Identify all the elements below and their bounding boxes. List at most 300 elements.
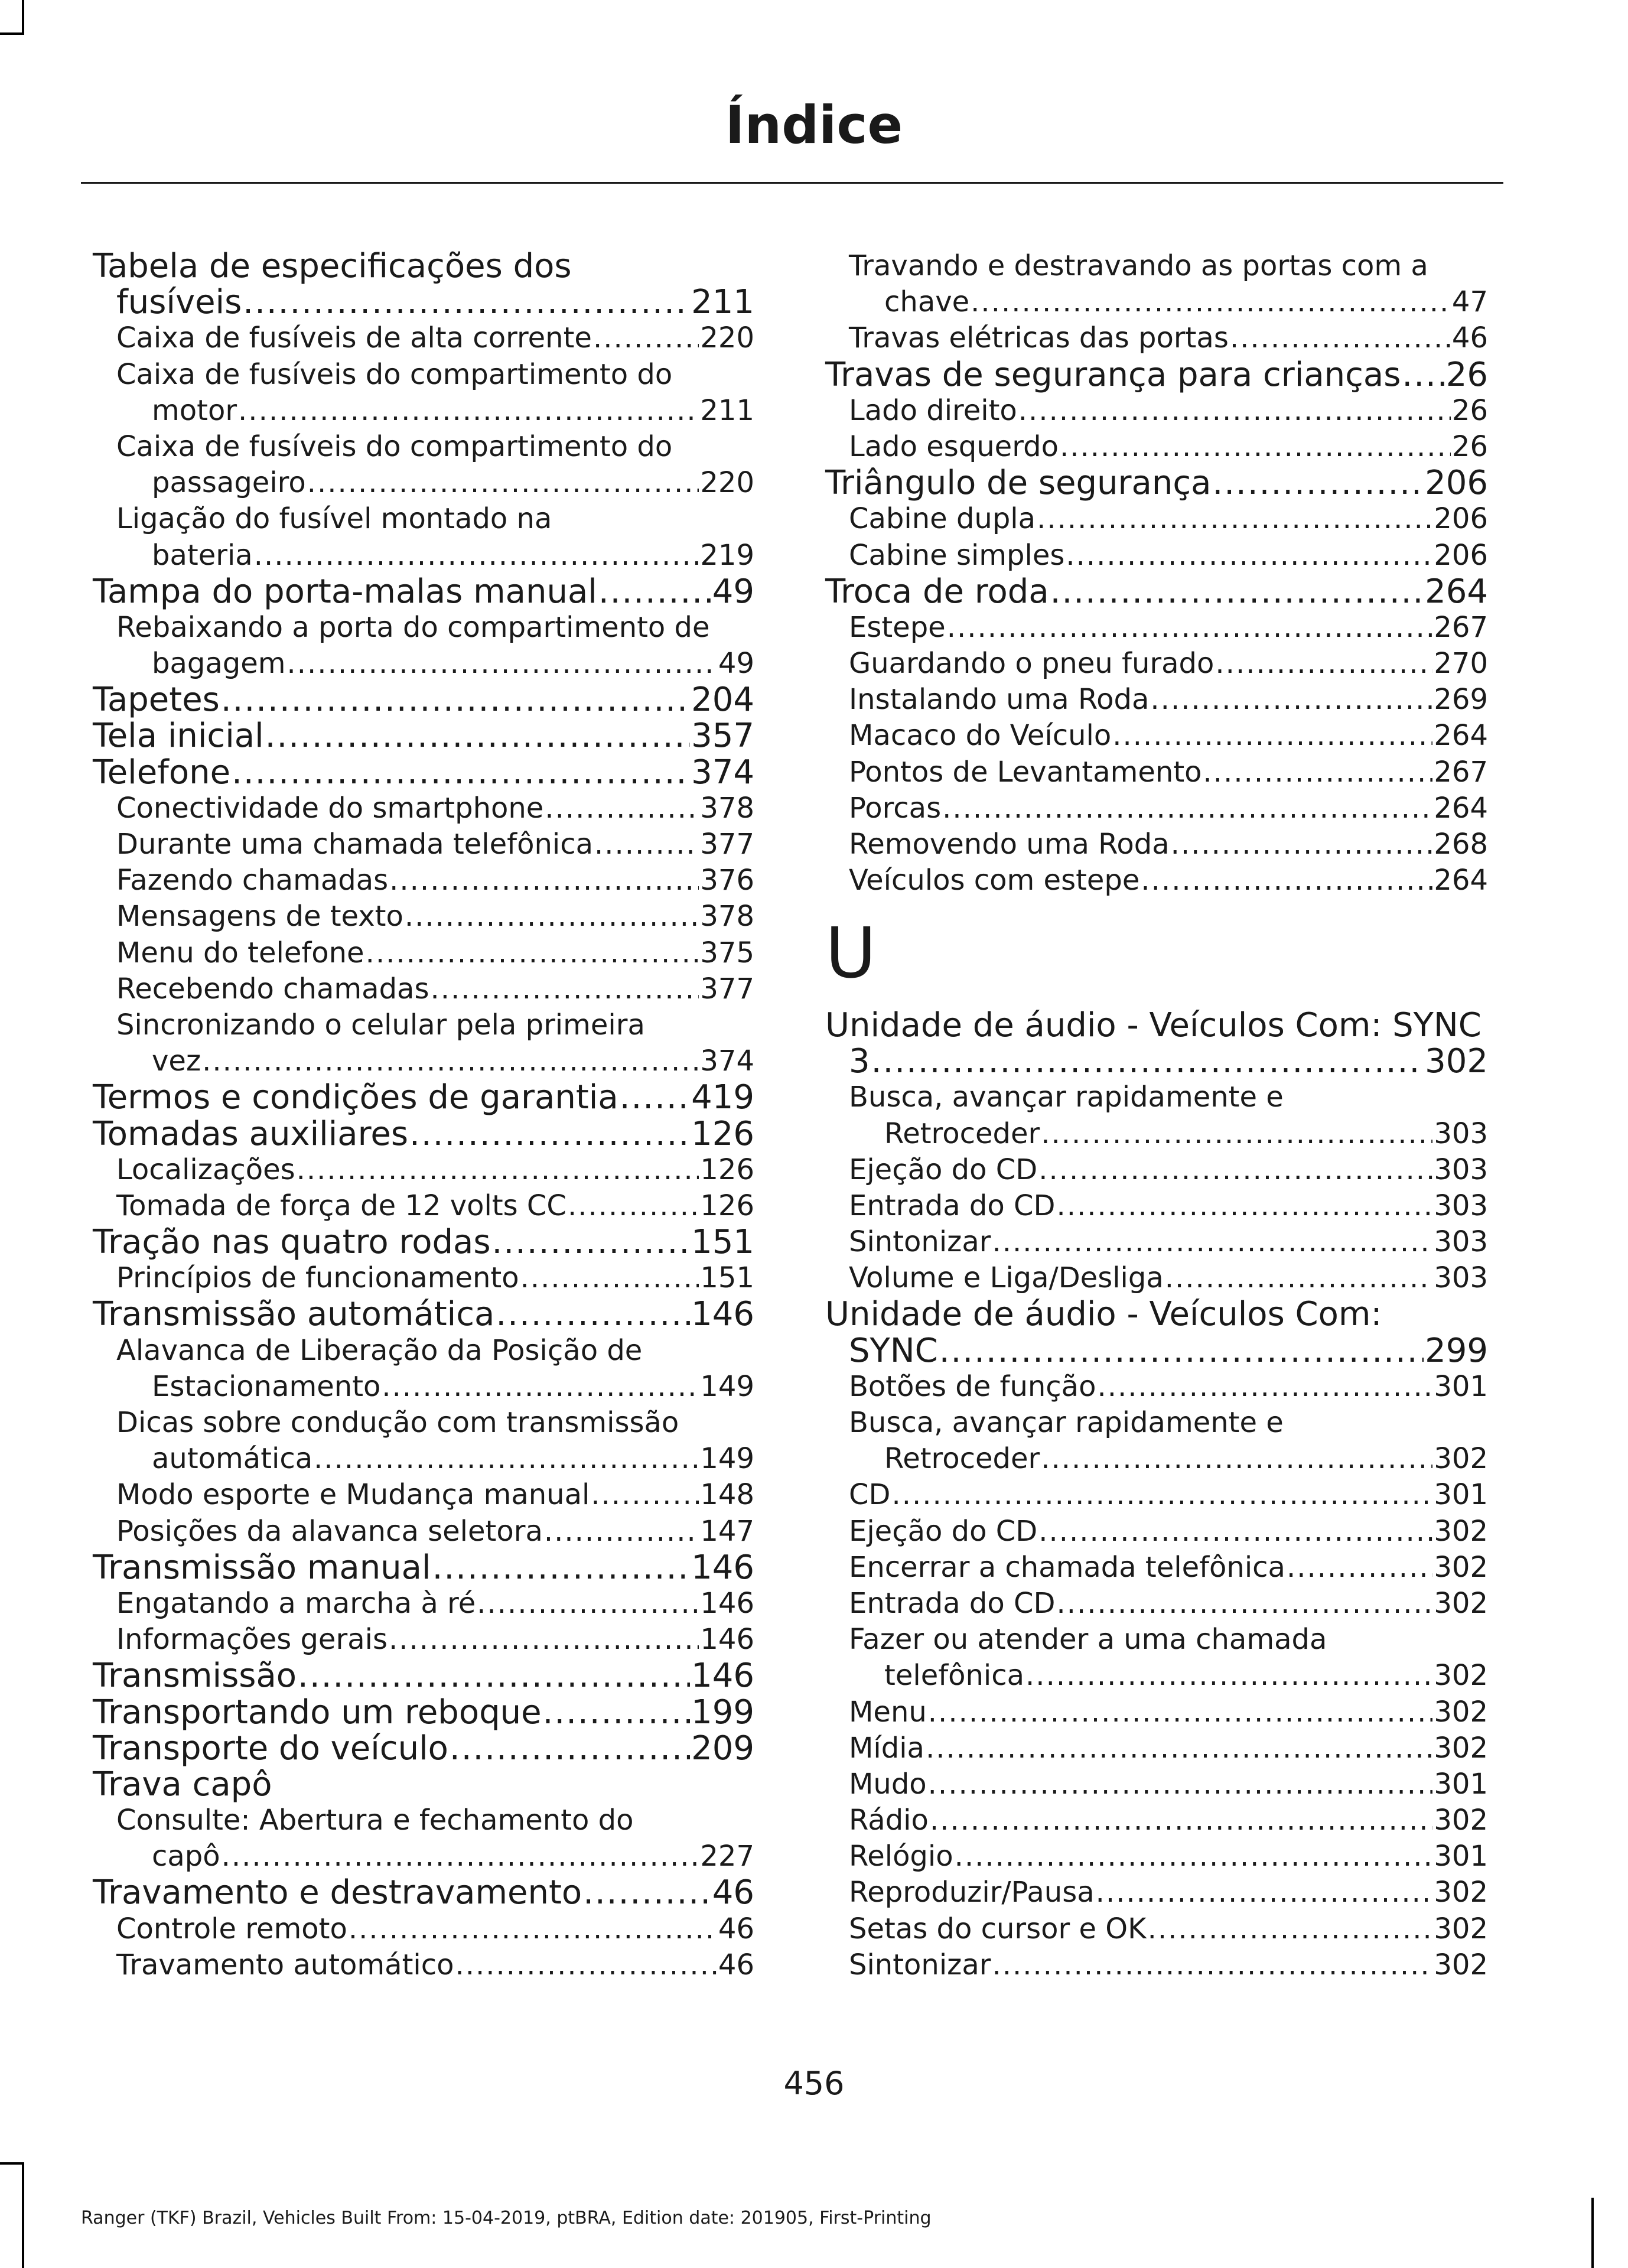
entry-page-number: 301 [1434, 1369, 1488, 1403]
index-entry [93, 1550, 754, 1586]
entry-page-number: 46 [718, 1912, 754, 1945]
index-subentry [825, 501, 1488, 537]
index-subentry [825, 320, 1488, 356]
index-subentry [93, 1405, 754, 1441]
index-subentry [825, 1694, 1488, 1730]
entry-page-number: 302 [1434, 1695, 1488, 1729]
dot-leader [405, 899, 699, 935]
entry-page-number: 148 [700, 1478, 754, 1512]
index-entry [825, 574, 1488, 610]
index-subentry [825, 1188, 1488, 1224]
entry-page-number: 151 [700, 1261, 754, 1295]
entry-page-number: 206 [1434, 538, 1488, 572]
entry-label: Travando e destravando as portas com a [849, 249, 1428, 282]
entry-page-number: 26 [1451, 429, 1488, 463]
index-entry [825, 1333, 1488, 1369]
entry-page-number: 302 [1434, 1912, 1488, 1945]
index-entry [93, 284, 754, 320]
entry-label: Sintonizar [849, 1948, 991, 1981]
crop-mark [0, 32, 24, 35]
entry-page-number: 302 [1434, 1731, 1488, 1765]
dot-leader [598, 574, 711, 610]
index-column-left [93, 248, 754, 1983]
entry-label: vez [152, 1044, 201, 1078]
index-subentry [825, 1766, 1488, 1802]
index-subentry [93, 1152, 754, 1188]
entry-label: Ejeção do CD [849, 1514, 1038, 1548]
index-subentry [93, 1477, 754, 1513]
index-subentry [825, 610, 1488, 646]
entry-page-number: 378 [700, 900, 754, 933]
index-subentry [825, 863, 1488, 899]
index-subentry [825, 1911, 1488, 1947]
index-entry [93, 1730, 754, 1766]
dot-leader [939, 1333, 1424, 1369]
entry-label: Travamento e destravamento [93, 1873, 582, 1912]
entry-label: Tela inicial [93, 717, 264, 756]
entry-label: Setas do cursor e OK [849, 1912, 1147, 1945]
dot-leader [1041, 1116, 1432, 1152]
dot-leader [450, 1730, 690, 1766]
entry-page-number: 146 [691, 1548, 754, 1587]
entry-label: Lado esquerdo [849, 429, 1059, 463]
index-entry [93, 718, 754, 754]
index-subentry [825, 1224, 1488, 1260]
dot-leader [382, 1369, 699, 1405]
entry-label: Transmissão manual [93, 1548, 431, 1587]
index-subentry [93, 1839, 754, 1875]
entry-label: Controle remoto [116, 1912, 347, 1945]
entry-label: Tapetes [93, 681, 220, 720]
dot-leader [409, 1116, 690, 1152]
entry-label: Tomada de força de 12 volts CC [116, 1189, 566, 1222]
index-entry [93, 1224, 754, 1260]
dot-leader [307, 465, 699, 501]
entry-label: CD [849, 1478, 891, 1512]
entry-label: Removendo uma Roda [849, 828, 1170, 861]
entry-page-number: 357 [691, 717, 754, 756]
entry-label: Caixa de fusíveis do compartimento do [116, 357, 673, 391]
dot-leader [1038, 1152, 1432, 1188]
entry-label: SYNC [849, 1331, 938, 1370]
crop-mark [22, 0, 24, 32]
entry-label: Menu do telefone [116, 936, 364, 969]
entry-label: Durante uma chamada telefônica [116, 828, 593, 861]
index-subentry [93, 935, 754, 971]
dot-leader [891, 1477, 1432, 1513]
dot-leader [930, 1802, 1432, 1839]
index-subentry [825, 1116, 1488, 1152]
index-subentry [825, 790, 1488, 826]
entry-page-number: 301 [1434, 1767, 1488, 1801]
index-subentry [93, 899, 754, 935]
entry-page-number: 303 [1434, 1225, 1488, 1259]
entry-label: 3 [849, 1042, 870, 1081]
entry-page-number: 219 [700, 538, 754, 572]
dot-leader [1018, 393, 1451, 429]
dot-leader [349, 1911, 717, 1947]
index-subentry [93, 1514, 754, 1550]
index-subentry [825, 1514, 1488, 1550]
entry-page-number: 264 [1434, 864, 1488, 897]
entry-label: Porcas [849, 791, 942, 825]
entry-label: Localizações [116, 1153, 295, 1186]
entry-label: Entrada do CD [849, 1586, 1056, 1620]
entry-label: bagagem [152, 647, 286, 681]
entry-page-number: 147 [700, 1514, 754, 1548]
index-subentry [825, 1622, 1488, 1658]
dot-leader [1212, 465, 1424, 501]
entry-page-number: 149 [700, 1442, 754, 1476]
entry-page-number: 302 [1434, 1514, 1488, 1548]
entry-label: motor [152, 393, 237, 427]
dot-leader [926, 1730, 1432, 1766]
entry-page-number: 47 [1451, 285, 1488, 319]
dot-leader [955, 1839, 1433, 1875]
entry-page-number: 299 [1425, 1331, 1488, 1370]
entry-page-number: 46 [1451, 321, 1488, 355]
index-subentry [93, 1911, 754, 1947]
entry-page-number: 302 [1425, 1042, 1488, 1081]
entry-label: Recebendo chamadas [116, 972, 429, 1006]
entry-label: Tração nas quatro rodas [93, 1223, 491, 1262]
index-entry [93, 1658, 754, 1694]
entry-label: Mensagens de texto [116, 900, 403, 933]
dot-leader [221, 682, 690, 718]
entry-label: Retroceder [884, 1117, 1040, 1150]
entry-label: Termos e condições de garantia [93, 1078, 618, 1117]
entry-page-number: 378 [700, 791, 754, 825]
entry-page-number: 268 [1434, 828, 1488, 861]
entry-label: Unidade de áudio - Veículos Com: [825, 1295, 1382, 1334]
dot-leader [265, 718, 690, 754]
index-subentry [93, 1260, 754, 1296]
page-number: 456 [783, 2065, 845, 2102]
entry-page-number: 26 [1445, 355, 1488, 394]
index-subentry [93, 1333, 754, 1369]
entry-page-number: 419 [691, 1078, 754, 1117]
entry-page-number: 302 [1434, 1948, 1488, 1981]
entry-label: Informações gerais [116, 1623, 388, 1657]
entry-page-number: 220 [700, 321, 754, 355]
dot-leader [389, 863, 699, 899]
index-subentry [93, 501, 754, 537]
index-entry [825, 1043, 1488, 1079]
index-subentry [825, 1839, 1488, 1875]
page-title: Índice [725, 95, 903, 155]
entry-label: Alavanca de Liberação da Posição de [116, 1333, 643, 1367]
entry-label: Reproduzir/Pausa [849, 1876, 1095, 1909]
entry-page-number: 302 [1434, 1586, 1488, 1620]
index-subentry [825, 538, 1488, 574]
index-entry [93, 1296, 754, 1332]
index-subentry [825, 646, 1488, 682]
index-entry [93, 574, 754, 610]
index-entry [93, 248, 754, 284]
dot-leader [389, 1622, 699, 1658]
entry-label: Rebaixando a porta do compartimento de [116, 610, 710, 644]
entry-label: Pontos de Levantamento [849, 755, 1202, 789]
entry-page-number: 267 [1434, 610, 1488, 644]
entry-label: Troca de roda [825, 572, 1049, 611]
entry-label: Transportando um reboque [93, 1693, 542, 1732]
entry-label: bateria [152, 538, 253, 572]
entry-page-number: 204 [691, 681, 754, 720]
entry-page-number: 303 [1434, 1261, 1488, 1295]
entry-label: Entrada do CD [849, 1189, 1056, 1222]
entry-page-number: 301 [1434, 1840, 1488, 1873]
entry-label: Consulte: Abertura e fechamento do [116, 1804, 634, 1837]
entry-label: Instalando uma Roda [849, 683, 1150, 717]
entry-label: Triângulo de segurança [825, 464, 1212, 503]
entry-page-number: 377 [700, 972, 754, 1006]
entry-page-number: 264 [1434, 719, 1488, 753]
entry-label: fusíveis [116, 283, 242, 322]
entry-label: Relógio [849, 1840, 953, 1873]
dot-leader [947, 610, 1433, 646]
dot-leader [1141, 863, 1432, 899]
dot-leader [928, 1766, 1433, 1802]
index-subentry [825, 682, 1488, 718]
entry-page-number: 126 [700, 1189, 754, 1222]
index-subentry [93, 790, 754, 826]
dot-leader [1287, 1550, 1432, 1586]
entry-page-number: 211 [700, 393, 754, 427]
index-subentry [93, 538, 754, 574]
dot-leader [243, 284, 690, 320]
dot-leader [1165, 1260, 1433, 1296]
index-subentry [825, 1477, 1488, 1513]
index-subentry [825, 754, 1488, 790]
crop-mark [0, 2162, 24, 2165]
entry-label: Estepe [849, 610, 946, 644]
dot-leader [1171, 826, 1433, 863]
entry-page-number: 146 [700, 1623, 754, 1657]
dot-leader [1215, 646, 1432, 682]
entry-label: Caixa de fusíveis de alta corrente [116, 321, 592, 355]
entry-label: Tomadas auxiliares [93, 1114, 409, 1153]
dot-leader [238, 393, 699, 429]
entry-page-number: 375 [700, 936, 754, 969]
dot-leader [992, 1947, 1433, 1983]
dot-leader [232, 754, 690, 790]
entry-page-number: 149 [700, 1369, 754, 1403]
dot-leader [477, 1586, 699, 1622]
index-subentry [93, 863, 754, 899]
dot-leader [568, 1188, 699, 1224]
index-subentry [825, 1802, 1488, 1839]
dot-leader [1050, 574, 1424, 610]
index-subentry [93, 1622, 754, 1658]
entry-label: Ligação do fusível montado na [116, 502, 552, 536]
index-subentry [93, 1441, 754, 1477]
entry-label: Transmissão [93, 1657, 297, 1696]
index-subentry [825, 718, 1488, 754]
dot-leader [430, 971, 699, 1007]
entry-label: Caixa de fusíveis do compartimento do [116, 429, 673, 463]
index-subentry [93, 971, 754, 1007]
entry-label: Botões de função [849, 1369, 1096, 1403]
index-entry [93, 1116, 754, 1152]
index-entry [93, 682, 754, 718]
index-subentry [93, 826, 754, 863]
entry-label: telefônica [884, 1659, 1025, 1693]
entry-label: Macaco do Veículo [849, 719, 1112, 753]
entry-label: Encerrar a chamada telefônica [849, 1550, 1285, 1584]
entry-label: Conectividade do smartphone [116, 791, 544, 825]
dot-leader [455, 1947, 717, 1983]
index-subentry [825, 393, 1488, 429]
index-entry [825, 465, 1488, 501]
crop-mark [1591, 2198, 1594, 2268]
footer-text: Ranger (TKF) Brazil, Vehicles Built From: 15-04-2019, ptBRA, Edition date: 201905, First-Printing [81, 2208, 932, 2228]
entry-label: Transporte do veículo [93, 1729, 448, 1768]
entry-page-number: 302 [1434, 1659, 1488, 1693]
dot-leader [297, 1152, 699, 1188]
entry-label: Menu [849, 1695, 927, 1729]
entry-page-number: 303 [1434, 1189, 1488, 1222]
entry-page-number: 126 [700, 1153, 754, 1186]
dot-leader [591, 1477, 699, 1513]
entry-label: Travas de segurança para crianças [825, 355, 1401, 394]
dot-leader [1056, 1188, 1432, 1224]
index-entry [93, 1079, 754, 1115]
crop-mark [22, 2162, 24, 2268]
entry-page-number: 146 [691, 1657, 754, 1696]
index-subentry [825, 284, 1488, 320]
index-entry [825, 1296, 1488, 1332]
index-subentry [825, 1079, 1488, 1115]
index-subentry [825, 1586, 1488, 1622]
dot-leader [1060, 429, 1451, 465]
dot-leader [298, 1658, 690, 1694]
entry-page-number: 303 [1434, 1117, 1488, 1150]
entry-label: Sintonizar [849, 1225, 991, 1259]
dot-leader [314, 1441, 699, 1477]
index-subentry [825, 1875, 1488, 1911]
dot-leader [520, 1260, 699, 1296]
dot-leader [594, 826, 699, 863]
index-subentry [93, 1188, 754, 1224]
index-subentry [93, 1947, 754, 1983]
entry-label: Cabine simples [849, 538, 1065, 572]
entry-label: Estacionamento [152, 1369, 381, 1403]
entry-page-number: 206 [1434, 502, 1488, 536]
dot-leader [492, 1224, 691, 1260]
index-subentry [825, 1152, 1488, 1188]
entry-page-number: 146 [691, 1295, 754, 1334]
dot-leader [1066, 538, 1432, 574]
entry-page-number: 199 [691, 1693, 754, 1732]
entry-page-number: 302 [1434, 1804, 1488, 1837]
entry-page-number: 270 [1434, 647, 1488, 681]
index-subentry [825, 1730, 1488, 1766]
entry-label: Engatando a marcha à ré [116, 1586, 476, 1620]
entry-label: Travamento automático [116, 1948, 454, 1981]
dot-leader [544, 1514, 699, 1550]
entry-page-number: 46 [718, 1948, 754, 1981]
index-subentry [825, 1550, 1488, 1586]
entry-page-number: 151 [691, 1223, 754, 1262]
index-subentry [93, 393, 754, 429]
index-subentry [825, 1441, 1488, 1477]
dot-leader [1037, 501, 1432, 537]
entry-label: Travas elétricas das portas [849, 321, 1229, 355]
entry-label: Tampa do porta-malas manual [93, 572, 597, 611]
entry-page-number: 146 [700, 1586, 754, 1620]
dot-leader [1402, 357, 1444, 393]
entry-page-number: 302 [1434, 1876, 1488, 1909]
entry-label: Mudo [849, 1767, 927, 1801]
entry-page-number: 301 [1434, 1478, 1488, 1512]
dot-leader [871, 1043, 1424, 1079]
dot-leader [1150, 682, 1432, 718]
entry-page-number: 302 [1434, 1442, 1488, 1476]
index-subentry [93, 610, 754, 646]
entry-page-number: 377 [700, 828, 754, 861]
entry-label: Volume e Liga/Desliga [849, 1261, 1164, 1295]
index-subentry [93, 1043, 754, 1079]
dot-leader [1203, 754, 1433, 790]
dot-leader [1096, 1875, 1433, 1911]
index-entry [93, 1875, 754, 1911]
entry-page-number: 374 [700, 1044, 754, 1078]
dot-leader [1148, 1911, 1433, 1947]
entry-label: capô [152, 1840, 220, 1873]
index-subentry [825, 429, 1488, 465]
title-divider [81, 182, 1503, 184]
entry-page-number: 302 [1434, 1550, 1488, 1584]
entry-label: Unidade de áudio - Veículos Com: SYNC [825, 1006, 1482, 1044]
entry-label: Busca, avançar rapidamente e [849, 1406, 1284, 1440]
index-subentry [93, 1369, 754, 1405]
entry-label: Transmissão automática [93, 1295, 495, 1334]
dot-leader [620, 1079, 690, 1115]
entry-page-number: 220 [700, 466, 754, 500]
dot-leader [1038, 1514, 1432, 1550]
entry-label: Guardando o pneu furado [849, 647, 1215, 681]
entry-label: Veículos com estepe [849, 864, 1140, 897]
dot-leader [222, 1839, 699, 1875]
entry-page-number: 267 [1434, 755, 1488, 789]
dot-leader [496, 1296, 690, 1332]
entry-label: Dicas sobre condução com transmissão [116, 1406, 679, 1439]
entry-page-number: 227 [700, 1840, 754, 1873]
entry-page-number: 206 [1425, 464, 1488, 503]
index-subentry [93, 1586, 754, 1622]
entry-page-number: 376 [700, 864, 754, 897]
index-subentry [93, 429, 754, 465]
index-subentry [93, 1802, 754, 1839]
entry-label: Modo esporte e Mudança manual [116, 1478, 590, 1512]
dot-leader [202, 1043, 699, 1079]
index-entry [825, 1007, 1488, 1043]
dot-leader [971, 284, 1451, 320]
index-subentry [93, 465, 754, 501]
entry-label: Retroceder [884, 1442, 1040, 1476]
entry-label: Trava capô [93, 1765, 272, 1804]
index-entry [93, 1694, 754, 1730]
index-subentry [93, 357, 754, 393]
entry-page-number: 209 [691, 1729, 754, 1768]
index-subentry [825, 1369, 1488, 1405]
dot-leader [432, 1550, 691, 1586]
entry-label: Fazendo chamadas [116, 864, 389, 897]
entry-label: Mídia [849, 1731, 924, 1765]
dot-leader [1230, 320, 1451, 356]
entry-page-number: 269 [1434, 683, 1488, 717]
dot-leader [1097, 1369, 1432, 1405]
